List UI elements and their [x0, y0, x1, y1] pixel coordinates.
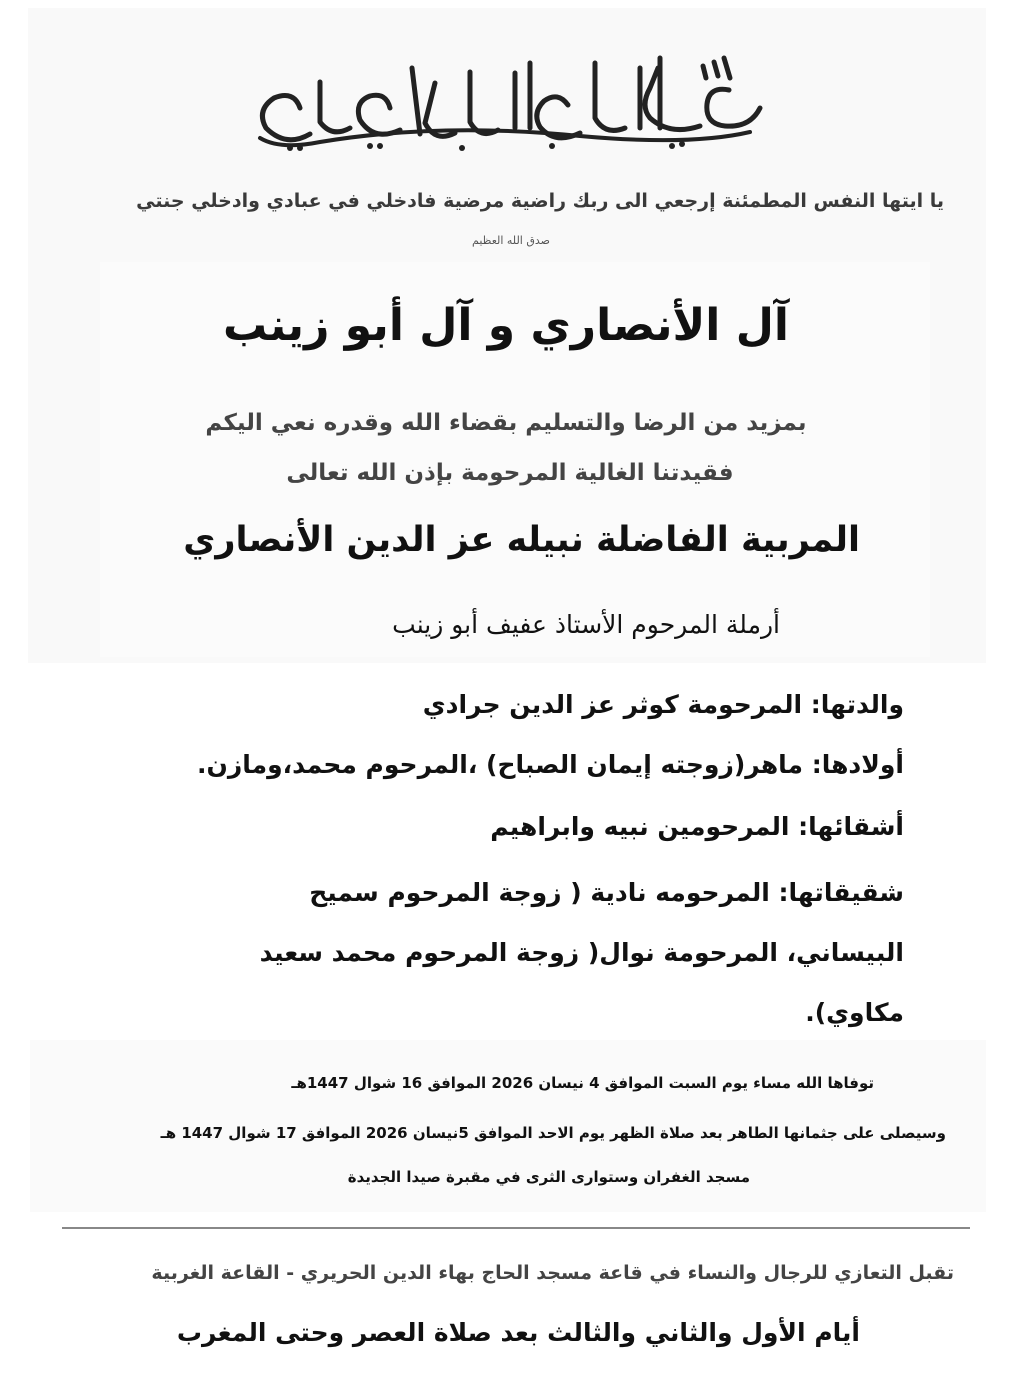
relative-line: أولادها: ماهر(زوجته إيمان الصباح) ،المرحوم محمد،ومازن. [197, 750, 904, 779]
deceased-name: المربية الفاضلة نبيله عز الدين الأنصاري [183, 520, 860, 560]
intro-line-1: بمزيد من الرضا والتسليم بقضاء الله وقدره نعي اليكم [205, 410, 807, 436]
families-title: آل الأنصاري و آل أبو زينب [223, 300, 789, 351]
funeral-prayer: وسيصلى على جثمانها الطاهر بعد صلاة الظهر يوم الاحد الموافق 5نيسان 2026 الموافق 17 شوال 1447 هـ [160, 1124, 946, 1142]
relative-line: والدتها: المرحومة كوثر عز الدين جرادي [422, 690, 904, 719]
quran-verse: يا ايتها النفس المطمئنة إرجعي الى ربك راضية مرضية فادخلي في عبادي وادخلي جنتي [136, 190, 944, 212]
relative-line: مكاوي). [805, 998, 904, 1027]
condolences-place: تقبل التعازي للرجال والنساء في قاعة مسجد الحاج بهاء الدين الحريري - القاعة الغربية [151, 1262, 954, 1284]
divider [62, 1227, 970, 1229]
relative-line: شقيقاتها: المرحومه نادية ( زوجة المرحوم سميح [309, 878, 904, 907]
relative-line: أشقائها: المرحومين نبيه وابراهيم [490, 812, 904, 841]
widow-of: أرملة المرحوم الأستاذ عفيف أبو زينب [392, 610, 780, 639]
relative-line: البيساني، المرحومة نوال( زوجة المرحوم محمد سعيد [259, 938, 904, 967]
intro-line-2: فقيدتنا الغالية المرحومة بإذن الله تعالى [286, 460, 734, 486]
condolences-days: أيام الأول والثاني والثالث بعد صلاة العصر وحتى المغرب [176, 1318, 860, 1347]
death-date: توفاها الله مساء يوم السبت الموافق 4 نيسان 2026 الموافق 16 شوال 1447هـ [291, 1074, 874, 1092]
calligraphy-title-icon [230, 38, 790, 158]
burial-place: مسجد الغفران وستوارى الثرى في مقبرة صيدا الجديدة [347, 1168, 750, 1186]
verse-closing: صدق الله العظيم [472, 234, 550, 247]
